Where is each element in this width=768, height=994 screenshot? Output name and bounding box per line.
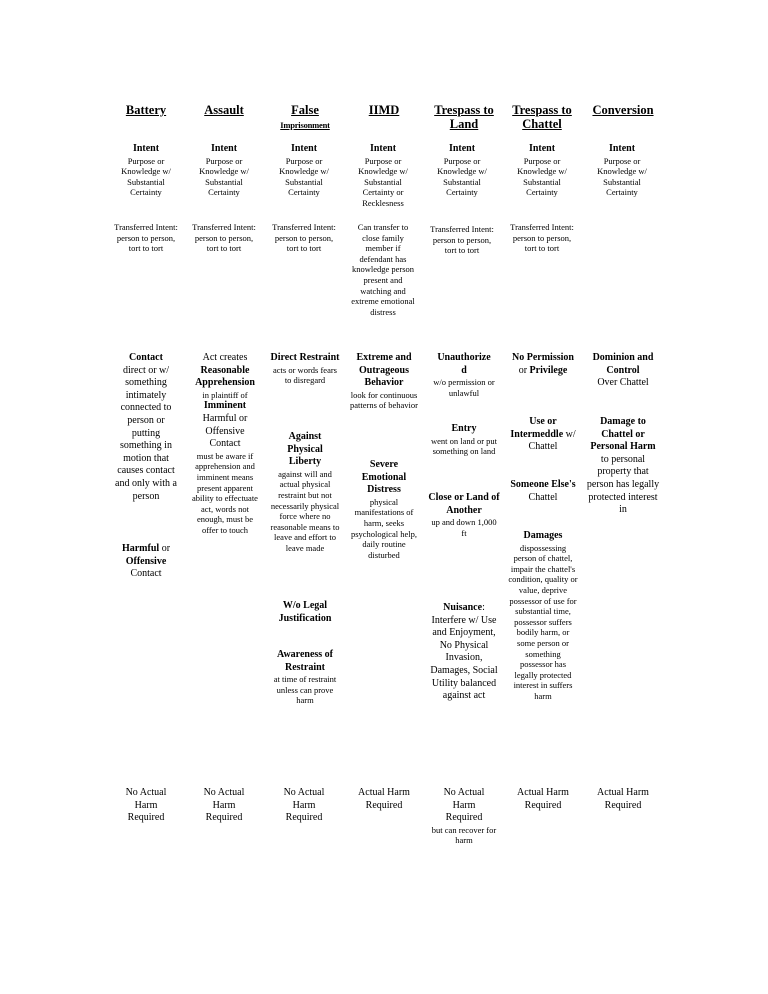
harm-iimd: Actual Harm Required: [358, 787, 410, 811]
transferred-trespass-chattel: Transferred Intent: person to person, tort to tort: [510, 222, 574, 254]
harm-assault: No Actual Harm Required: [203, 787, 245, 824]
false-imp-against: Against Physical Liberty against will and actual physical restraint but not necessarily physical force where no reasonable means to leave and effort to leave made: [270, 431, 340, 553]
trespass-land-close: Close or Land of Another up and down 1,000 ft: [428, 492, 500, 538]
header-assault: Assault: [204, 103, 244, 117]
harm-trespass-chattel: Actual Harm Required: [517, 787, 569, 811]
iimd-extreme: Extreme and Outrageous Behavior look for continuous patterns of behavior: [350, 352, 418, 411]
trespass-chattel-someone: Someone Else's Chattel: [510, 479, 576, 503]
false-imp-direct: Direct Restraint acts or words fears to disregard: [270, 352, 340, 386]
header-battery: Battery: [125, 103, 167, 117]
conversion-dominion: Dominion and Control Over Chattel: [592, 352, 654, 389]
trespass-chattel-no-permission: No Permission or Privilege: [512, 352, 574, 376]
header-conversion: Conversion: [592, 103, 654, 117]
intent-assault: Intent Purpose or Knowledge w/ Substantial Certainty: [199, 143, 249, 198]
intent-conversion: Intent Purpose or Knowledge w/ Substantial Certainty: [597, 143, 647, 198]
conversion-damage: Damage to Chattel or Personal Harm to personal property that person has legally protected interest in: [586, 416, 660, 516]
harm-conversion: Actual Harm Required: [597, 787, 649, 811]
intent-trespass-land: Intent Purpose or Knowledge w/ Substantial Certainty: [437, 143, 487, 198]
harm-false-imprisonment: No Actual Harm Required: [283, 787, 325, 824]
header-trespass-chattel: Trespass to Chattel: [512, 103, 572, 131]
trespass-chattel-use: Use or Intermeddle w/ Chattel: [510, 416, 576, 453]
transferred-false-imprisonment: Transferred Intent: person to person, tort to tort: [272, 222, 336, 254]
false-imp-wo-legal: W/o Legal Justification: [278, 600, 332, 624]
transferred-assault: Transferred Intent: person to person, tort to tort: [192, 222, 256, 254]
header-false-imprisonment: False Imprisonment: [280, 103, 330, 130]
battery-contact: Contact direct or w/ something intimately connected to person or putting something in motion that causes contact and only with a person: [115, 352, 177, 502]
assault-elements: Act creates Reasonable Apprehension in plaintiff of Imminent Harmful or Offensive Contact must be aware if apprehension and imminent means present apparent ability to effectuate act, words not enough, must be offer to touch: [192, 352, 258, 535]
intent-trespass-chattel: Intent Purpose or Knowledge w/ Substantial Certainty: [517, 143, 567, 198]
header-iimd: IIMD: [368, 103, 400, 117]
false-imp-awareness: Awareness of Restraint at time of restraint unless can prove harm: [273, 649, 337, 706]
header-trespass-land: Trespass to Land: [434, 103, 494, 131]
trespass-chattel-damages: Damages dispossessing person of chattel, impair the chattel's condition, quality or value, deprive possessor of use for substantial time, possessor suffers bodily harm, or some person or something possessor has legally protected interest in suffers harm: [508, 530, 578, 701]
trespass-land-entry: Entry went on land or put something on land: [430, 423, 498, 457]
harm-trespass-land: No Actual Harm Required but can recover for harm: [431, 787, 497, 846]
transferred-iimd: Can transfer to close family member if defendant has knowledge person present and watching and extreme emotional distress: [351, 222, 415, 317]
iimd-severe: Severe Emotional Distress physical manifestations of harm, seeks psychological help, daily routine disturbed: [350, 459, 418, 560]
trespass-land-unauthorized: Unauthorize d w/o permission or unlawful: [433, 352, 495, 398]
trespass-land-nuisance: Nuisance: Interfere w/ Use and Enjoyment, No Physical Invasion, Damages, Social Utility balanced against act: [430, 602, 498, 702]
battery-harmful: Harmful or Offensive Contact: [121, 543, 171, 580]
transferred-battery: Transferred Intent: person to person, tort to tort: [114, 222, 178, 254]
harm-battery: No Actual Harm Required: [125, 787, 167, 824]
transferred-trespass-land: Transferred Intent: person to person, tort to tort: [430, 224, 494, 256]
intent-iimd: Intent Purpose or Knowledge w/ Substantial Certainty or Recklesness: [358, 143, 408, 208]
intent-battery: Intent Purpose or Knowledge w/ Substantial Certainty: [121, 143, 171, 198]
intent-false-imprisonment: Intent Purpose or Knowledge w/ Substantial Certainty: [279, 143, 329, 198]
